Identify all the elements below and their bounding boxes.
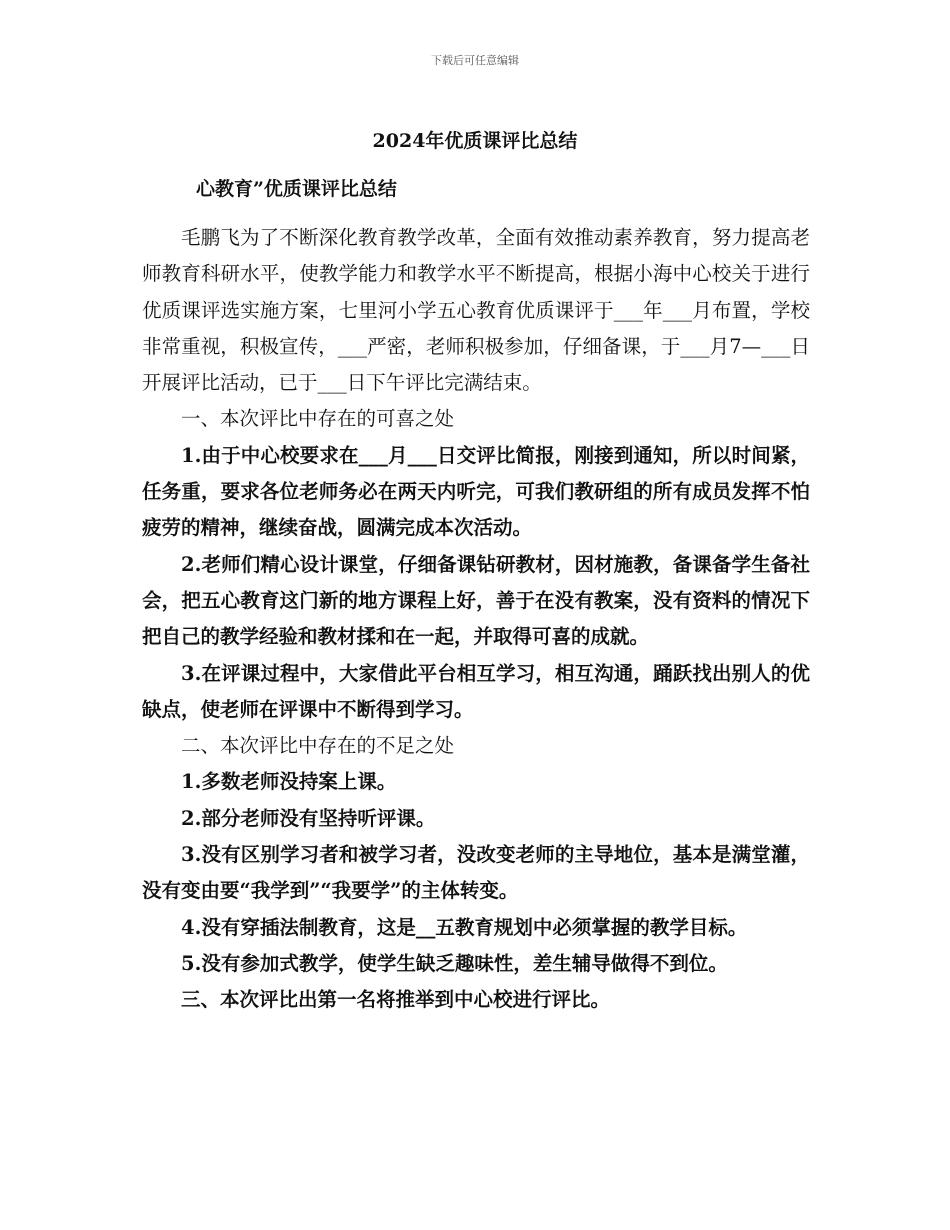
section2-item-2: 2.部分老师没有坚持听评课。: [181, 806, 436, 830]
section-heading-1: 一、本次评比中存在的可喜之处: [181, 407, 455, 431]
section2-item-5: 5.没有参加式教学，使学生缺乏趣味性，差生辅导做得不到位。: [181, 951, 728, 975]
section2-item-3: 3.没有区别学习者和被学习者，没改变老师的主导地位，基本是满堂灌，没有变由要“我学到”“我要学”的主体转变。: [142, 843, 810, 903]
section1-item-3: 3.在评课过程中，大家借此平台相互学习，相互沟通，踊跃找出别人的优缺点，使老师在评课中不断得到学习。: [142, 661, 810, 721]
section-heading-2: 二、本次评比中存在的不足之处: [181, 734, 455, 758]
document-body: [142, 220, 810, 1019]
document-title: 2024年优质课评比总结: [372, 130, 578, 152]
header-note: 下载后可任意编辑: [431, 54, 519, 67]
section1-item-2: 2.老师们精心设计课堂，仔细备课钻研教材，因材施教，备课备学生备社会，把五心教育这门新的地方课程上好，善于在没有教案，没有资料的情况下把自己的教学经验和教材揉和在一起，并取得可喜的成就。: [142, 552, 810, 649]
section-heading-3: 三、本次评比出第一名将推举到中心校进行评比。: [181, 988, 611, 1012]
intro-paragraph: 毛鹏飞为了不断深化教育教学改革，全面有效推动素养教育，努力提高老师教育科研水平，使教学能力和教学水平不断提高，根据小海中心校关于进行优质课评选实施方案，七里河小学五心教育优质课评于___年___月布置，学校非常重视，积极宣传，___严密，老师积极参加，仔细备课，于___月7—___日开展评比活动，已于___日下午评比完满结束。: [142, 226, 810, 395]
section1-item-1: 1.由于中心校要求在___月___日交评比简报，刚接到通知，所以时间紧，任务重，要求各位老师务必在两天内听完，可我们教研组的所有成员发挥不怕疲劳的精神，继续奋战，圆满完成本次活动。: [142, 443, 810, 540]
section2-item-1: 1.多数老师没持案上课。: [181, 770, 397, 794]
document-subtitle: 心教育”优质课评比总结: [196, 178, 397, 200]
section2-item-4: 4.没有穿插法制教育，这是__五教育规划中必须掌握的教学目标。: [181, 915, 748, 939]
